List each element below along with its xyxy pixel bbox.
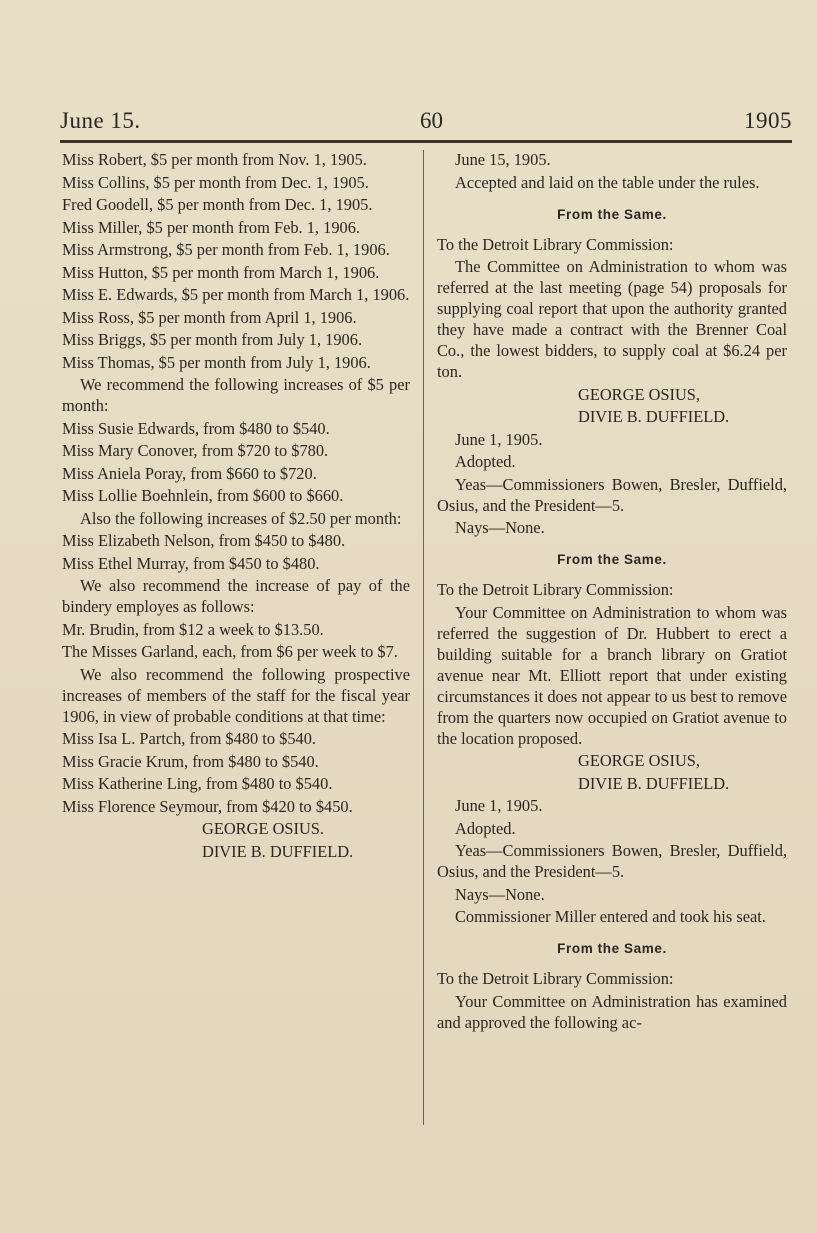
increase-item: Miss Mary Conover, from $720 to $780.: [62, 441, 329, 460]
prospective-item: Miss Katherine Ling, from $480 to $540.: [62, 774, 333, 793]
accepted-note: Accepted and laid on the table under the rules.: [455, 172, 760, 192]
column-divider: [423, 150, 424, 1125]
increase-item: Miss Aniela Poray, from $660 to $720.: [62, 463, 317, 483]
report-date: June 15, 1905.: [455, 150, 551, 169]
header-date: June 15.: [60, 108, 141, 133]
section-heading: From the Same.: [557, 941, 667, 956]
report-body: Your Committee on Administration to whom was referred the suggestion of Dr. Hubbert to erect a building suitable for a branch library on Gratiot avenue near Mt. Elliott report that under existing circumstances it does not appear to us best to remove from the quarters now occupied on Gratiot avenue to the location proposed.: [437, 602, 787, 748]
salary-item: Miss Collins, $5 per month from Dec. 1, 1905.: [62, 172, 369, 192]
signature-duffield: DIVIE B. DUFFIELD.: [202, 842, 354, 861]
commissioner-note: Commissioner Miller entered and took his seat.: [455, 907, 766, 926]
yeas-vote: Yeas—Commissioners Bowen, Bresler, Duffield, Osius, and the President—5.: [437, 474, 787, 515]
section-heading: From the Same.: [557, 552, 667, 567]
report-date: June 1, 1905.: [455, 796, 543, 815]
signature-duffield: DIVIE B. DUFFIELD.: [578, 407, 730, 426]
salary-item: Fred Goodell, $5 per month from Dec. 1, 1905.: [62, 195, 373, 214]
header-year: 1905: [744, 108, 792, 133]
bindery-item: The Misses Garland, each, from $6 per week to $7.: [62, 642, 398, 661]
prospective-list: [62, 728, 410, 817]
increase-intro-250: Also the following increases of $2.50 per month:: [80, 508, 402, 528]
increase-intro-5: We recommend the following increases of $5 per month:: [62, 375, 410, 415]
signature-duffield: DIVIE B. DUFFIELD.: [578, 773, 730, 793]
nays-vote: Nays—None.: [455, 884, 545, 904]
report-body: The Committee on Administration to whom was referred at the last meeting (page 54) proposals for supplying coal report that upon the authority granted they have made a contract with the Brenner Coal Co., the lowest bidders, to supply coal at $6.24 per ton.: [437, 257, 787, 381]
prospective-item: Miss Gracie Krum, from $480 to $540.: [62, 751, 319, 771]
adopted-note: Adopted.: [455, 452, 516, 471]
salutation: To the Detroit Library Commission:: [437, 969, 674, 988]
section-heading: From the Same.: [557, 206, 667, 222]
salary-item: Miss Briggs, $5 per month from July 1, 1906.: [62, 330, 363, 349]
increase-item: Miss Ethel Murray, from $450 to $480.: [62, 553, 320, 573]
bindery-item: Mr. Brudin, from $12 a week to $13.50.: [62, 619, 324, 639]
salary-item: Miss Armstrong, $5 per month from Feb. 1, 1906.: [62, 240, 390, 259]
salary-item: Miss Thomas, $5 per month from July 1, 1906.: [62, 352, 371, 372]
salary-item: Miss Miller, $5 per month from Feb. 1, 1906.: [62, 217, 361, 237]
signature-osius: GEORGE OSIUS,: [578, 384, 701, 404]
header-rule: [60, 140, 792, 143]
signature-osius: GEORGE OSIUS,: [578, 751, 701, 770]
page-header: [60, 108, 792, 138]
salary-item: Miss Hutton, $5 per month from March 1, 1906.: [62, 262, 380, 282]
prospective-item: Miss Florence Seymour, from $420 to $450.: [62, 796, 353, 816]
report-date: June 1, 1905.: [455, 429, 543, 449]
left-column: [62, 149, 410, 864]
salary-list: [62, 149, 410, 373]
right-column: [437, 149, 787, 1034]
increase-list-250: [62, 530, 410, 574]
prospective-item: Miss Isa L. Partch, from $480 to $540.: [62, 729, 317, 748]
adopted-note: Adopted.: [455, 818, 516, 838]
salary-item: Miss E. Edwards, $5 per month from March 1, 1906.: [62, 285, 410, 304]
salutation: To the Detroit Library Commission:: [437, 234, 674, 254]
salary-item: Miss Ross, $5 per month from April 1, 1906.: [62, 307, 357, 327]
nays-vote: Nays—None.: [455, 518, 545, 537]
salary-item: Miss Robert, $5 per month from Nov. 1, 1905.: [62, 150, 367, 169]
yeas-vote: Yeas—Commissioners Bowen, Bresler, Duffield, Osius, and the President—5.: [437, 841, 787, 881]
increase-item: Miss Elizabeth Nelson, from $450 to $480.: [62, 531, 346, 550]
increase-item: Miss Susie Edwards, from $480 to $540.: [62, 418, 330, 438]
prospective-intro: We also recommend the following prospective increases of members of the staff for the fiscal year 1906, in view of probable conditions at that time:: [62, 664, 410, 726]
report-body: Your Committee on Administration has examined and approved the following ac-: [437, 991, 787, 1032]
increase-item: Miss Lollie Boehnlein, from $600 to $660.: [62, 486, 344, 505]
increase-list-5: [62, 418, 410, 507]
signature-osius: GEORGE OSIUS.: [202, 819, 325, 838]
bindery-intro: We also recommend the increase of pay of the bindery employes as follows:: [62, 576, 410, 616]
bindery-list: [62, 619, 410, 663]
salutation: To the Detroit Library Commission:: [437, 580, 674, 599]
page-number: 60: [420, 108, 443, 133]
